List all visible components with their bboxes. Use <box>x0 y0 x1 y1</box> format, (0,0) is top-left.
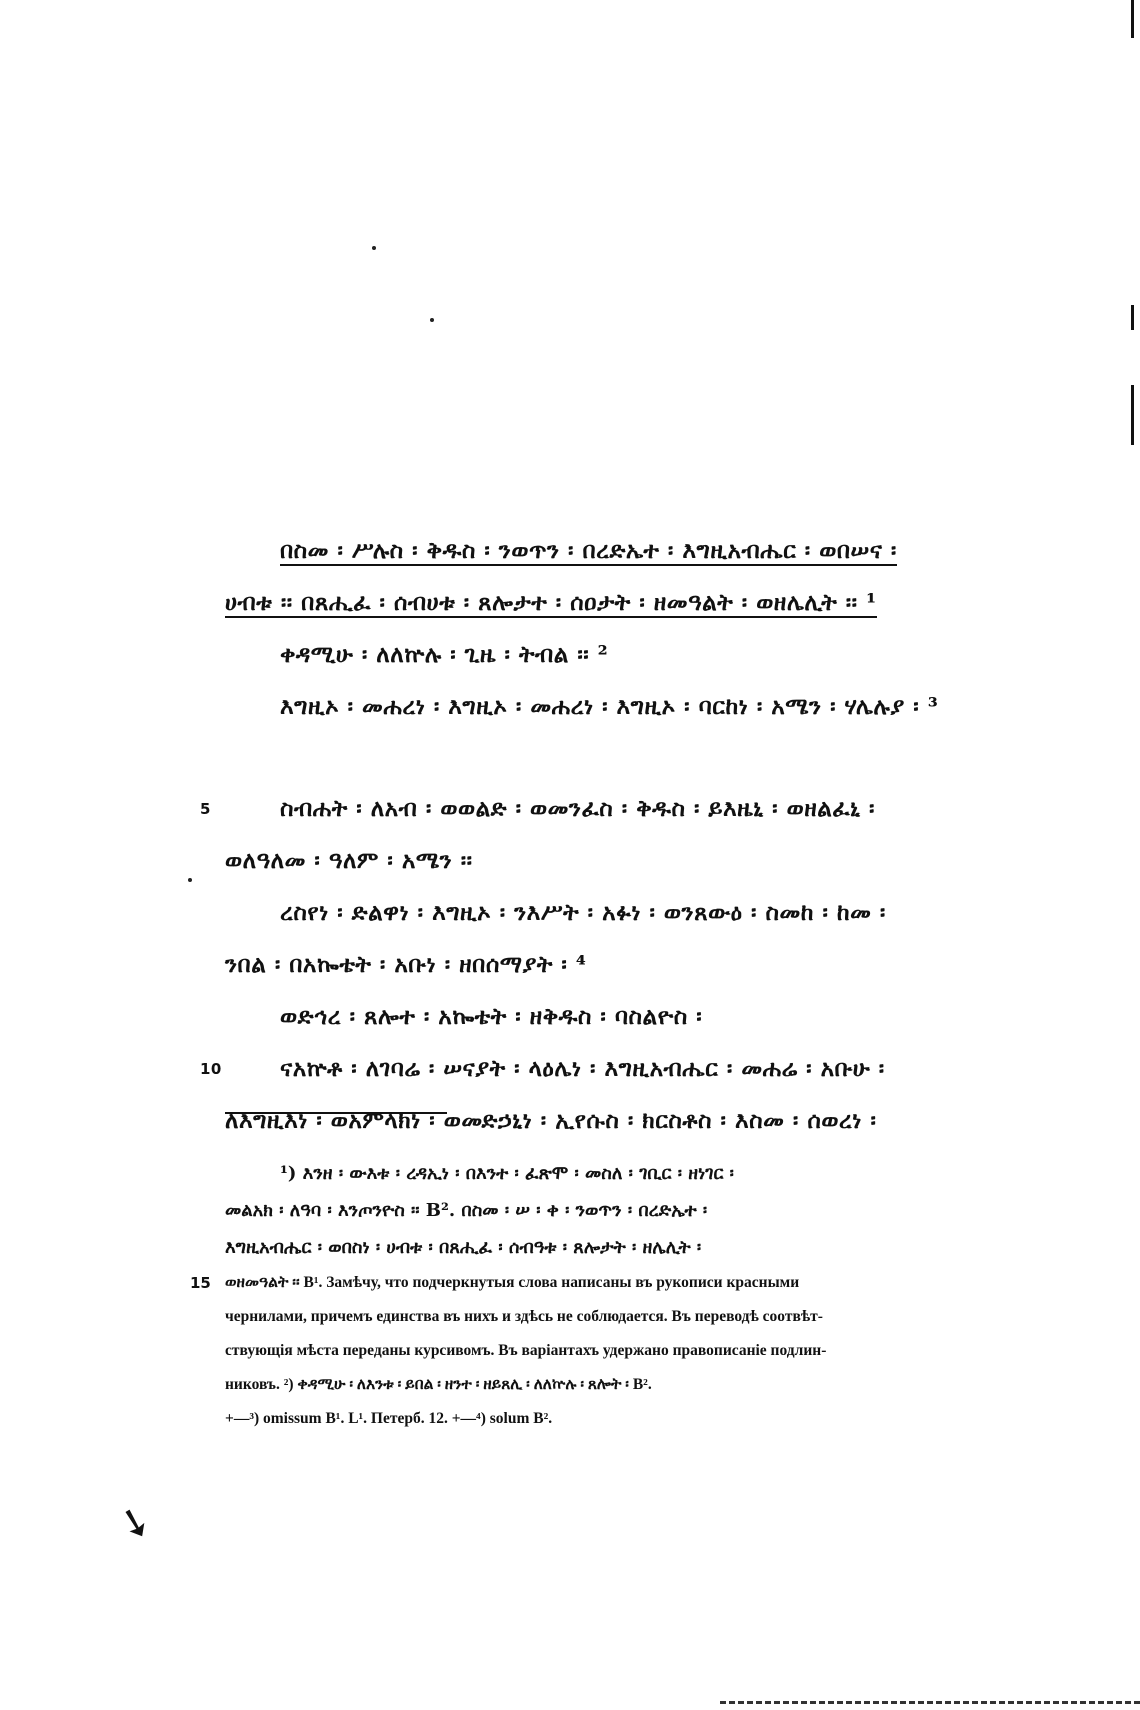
line-text: ወድኅረ ፡ ጸሎተ ፡ አኰቴት ፡ ዘቅዱስ ፡ ባስልዮስ ፡ <box>280 1003 703 1030</box>
footnotes-block <box>190 1155 1000 1436</box>
line-text: ስብሐት ፡ ለአብ ፡ ወወልድ ፡ ወመንፈስ ፡ ቅዱስ ፡ ይእዜኒ ፡ ወዘልፈኒ ፡ <box>280 795 875 822</box>
text-line <box>225 681 1000 733</box>
footnote-line <box>190 1266 1000 1300</box>
text-line <box>225 991 1000 1043</box>
text-line <box>200 783 1000 835</box>
line-text: ወለዓለመ ፡ ዓለም ፡ አሜን ፡፡ <box>225 847 473 874</box>
line-text: ሀብቱ ፡፡ በጸሒፈ ፡ ሰብሀቱ ፡ ጸሎታተ ፡ ሰዐታት ፡ ዘመዓልት ፡ ወዘሌሊት ፡፡ ¹ <box>225 589 877 616</box>
text-line <box>225 835 1000 887</box>
footnote-separator <box>225 1112 447 1114</box>
footnote-line: መልአክ ፡ ለዓባ ፡ እንጦንዮስ ፡፡ B². በስመ ፡ ሠ ፡ ቀ ፡ ንወጥን ፡ በረድኤተ ፡ <box>225 1200 708 1221</box>
margin-arrow-mark: ➘ <box>112 1496 157 1550</box>
line-text: በስመ ፡ ሥሉስ ፡ ቅዱስ ፡ ንወጥን ፡ በረድኤተ ፡ እግዚአብሔር ፡ ወበሠና ፡ <box>280 537 897 564</box>
line-text: እግዚኦ ፡ መሐረነ ፡ እግዚኦ ፡ መሐረነ ፡ እግዚኦ ፡ ባርከነ ፡ አሜን ፡ ሃሌሉያ ፡ ³ <box>280 693 939 720</box>
text-line <box>200 1043 1000 1095</box>
line-text: ንበል ፡ በአኰቴት ፡ አቡነ ፡ ዘበሰማያት ፡ ⁴ <box>225 951 587 978</box>
footnote-line: никовъ. ²) ቀዳሚሁ ፡ ለእንቱ ፡ ይበል ፡ ዘንተ ፡ ዘይጸሊ ፡ ለለኵሉ ፡ ጸሎት ፡ B². <box>225 1376 652 1393</box>
line-text: ረስየነ ፡ ድልዋነ ፡ እግዚኦ ፡ ንእሥት ፡ አፉነ ፡ ወንጸውዕ ፡ ስመከ ፡ ከመ ፡ <box>280 899 886 926</box>
line-text: ናአኵቶ ፡ ለገባሬ ፡ ሠናያት ፡ ላዕሌነ ፡ እግዚአብሔር ፡ መሐሬ ፡ አቡሁ ፡ <box>280 1055 885 1082</box>
text-line <box>225 1095 1000 1147</box>
footnote-line: ¹) እንዘ ፡ ውእቱ ፡ ረዳኢነ ፡ በእንተ ፡ ፈጽሞ ፡ መስለ ፡ ገቢር ፡ ዘነገር ፡ <box>280 1163 734 1184</box>
footnote-line: እግዚአብሔር ፡ ወበስነ ፡ ሀብቱ ፡ በጸሒፈ ፡ ሰብዓቱ ፡ ጸሎታት ፡ ዘሌሊት ፡ <box>225 1237 702 1258</box>
line-number: 5 <box>200 800 211 818</box>
line-number: 10 <box>200 1060 222 1078</box>
footnote-line: чернилами, причемъ единства въ нихъ и здѣсь не соблюдается. Въ переводѣ соотвѣт- <box>225 1308 823 1325</box>
line-number: 15 <box>190 1274 211 1292</box>
footnote-line: ствующія мѣста переданы курсивомъ. Въ варіантахъ удержано правописаніе подлин- <box>225 1342 827 1359</box>
page-edge-mark <box>1131 305 1134 330</box>
text-line <box>225 939 1000 991</box>
ink-dot <box>372 246 376 250</box>
page-edge-mark <box>1131 385 1134 445</box>
main-text-block <box>200 525 1000 1147</box>
footnote-text: ወዘመዓልት ፡፡ B¹. Замѣчу, что подчеркнутыя слова написаны въ рукописи красными <box>225 1274 800 1291</box>
text-line <box>225 629 1000 681</box>
text-line <box>225 525 1000 577</box>
page-edge-mark <box>1131 0 1134 38</box>
ink-dot <box>188 878 192 882</box>
ink-dot <box>430 318 434 322</box>
bottom-edge-rule <box>720 1701 1140 1704</box>
text-line <box>225 577 1000 629</box>
text-line <box>225 887 1000 939</box>
line-text: ቀዳሚሁ ፡ ለለኵሉ ፡ ጊዜ ፡ ትብል ፡፡ ² <box>280 641 609 668</box>
line-text: ለእግዚእነ ፡ ወአምላክነ ፡ ወመድኃኒነ ፡ ኢየሱስ ፡ ክርስቶስ ፡ እስመ ፡ ሰወረነ ፡ <box>225 1107 877 1134</box>
footnote-line: +—³) omissum B¹. L¹. Петерб. 12. +—⁴) solum B². <box>225 1410 553 1427</box>
paragraph-gap <box>225 733 1000 783</box>
